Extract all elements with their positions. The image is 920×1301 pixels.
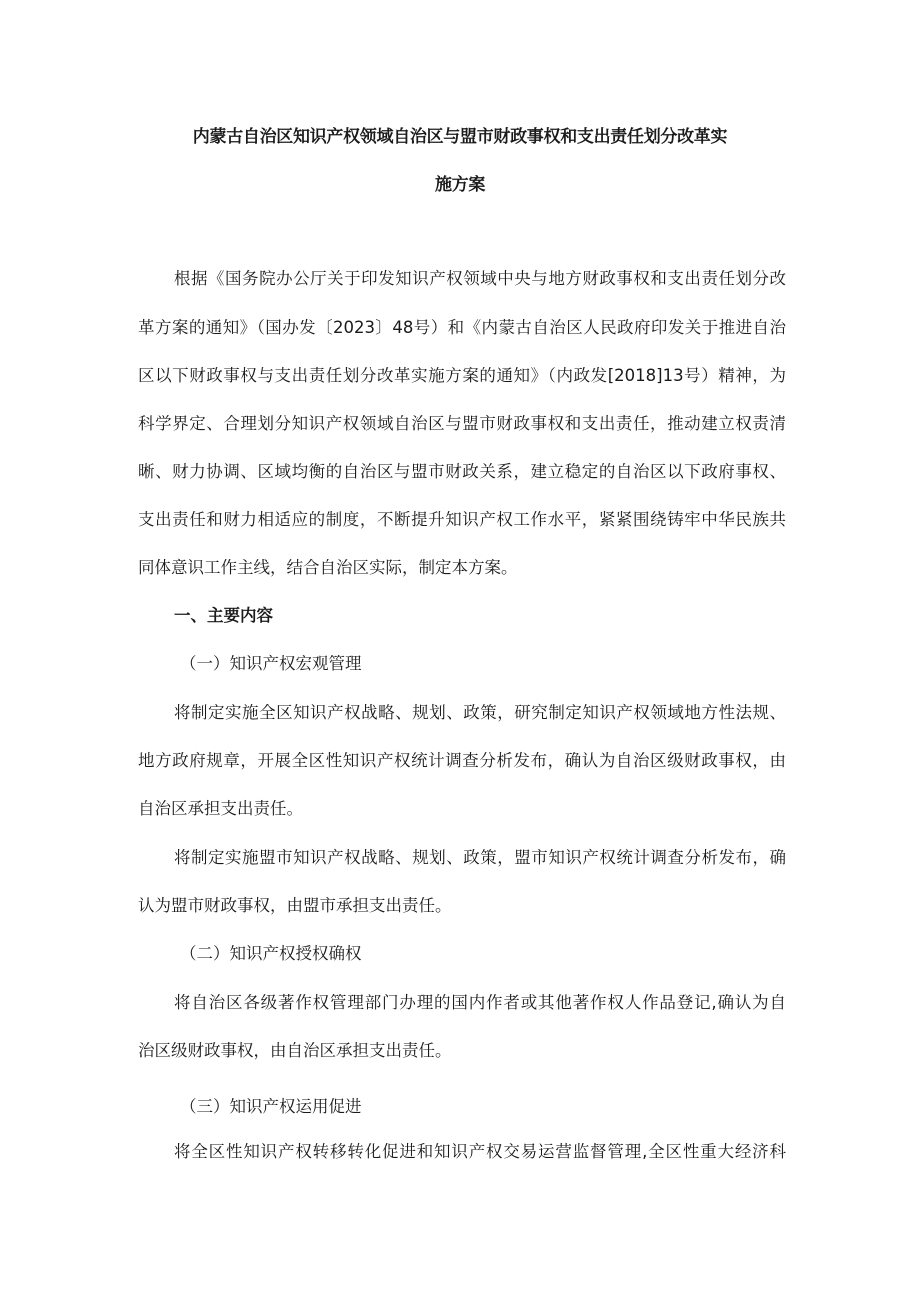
subsection-1-heading: （一）知识产权宏观管理 <box>180 654 362 673</box>
paragraph-line: 地方政府规章，开展全区性知识产权统计调查分析发布，确认为自治区级财政事权，由 <box>138 751 786 770</box>
intro-line: 科学界定、合理划分知识产权领域自治区与盟市财政事权和支出责任，推动建立权责清 <box>138 414 786 433</box>
subsection-3-heading: （三）知识产权运用促进 <box>180 1097 362 1116</box>
document-title-line-2: 施方案 <box>434 175 486 195</box>
intro-line: 晰、财力协调、区域均衡的自治区与盟市财政关系，建立稳定的自治区以下政府事权、 <box>138 462 786 481</box>
intro-line: 根据《国务院办公厅关于印发知识产权领域中央与地方财政事权和支出责任划分改 <box>174 269 786 288</box>
paragraph-line: 治区级财政事权，由自治区承担支出责任。 <box>138 1041 452 1060</box>
intro-line: 革方案的通知》（国办发〔2023〕48号）和《内蒙古自治区人民政府印发关于推进自治 <box>138 318 786 337</box>
paragraph-line: 将自治区各级著作权管理部门办理的国内作者或其他著作权人作品登记,确认为自 <box>174 993 786 1012</box>
subsection-2-heading: （二）知识产权授权确权 <box>180 944 362 963</box>
section-1-heading: 一、主要内容 <box>174 606 273 625</box>
paragraph-line: 将制定实施盟市知识产权战略、规划、政策，盟市知识产权统计调查分析发布，确 <box>174 848 786 867</box>
document-title-line-1: 内蒙古自治区知识产权领域自治区与盟市财政事权和支出责任划分改革实 <box>192 127 728 147</box>
intro-line: 同体意识工作主线，结合自治区实际，制定本方案。 <box>138 558 518 577</box>
intro-line: 区以下财政事权与支出责任划分改革实施方案的通知》（内政发[2018]13号）精神，为 <box>138 366 786 385</box>
paragraph-line: 将制定实施全区知识产权战略、规划、政策，研究制定知识产权领域地方性法规、 <box>174 703 786 722</box>
intro-line: 支出责任和财力相适应的制度，不断提升知识产权工作水平，紧紧围绕铸牢中华民族共 <box>138 510 786 529</box>
paragraph-line: 认为盟市财政事权，由盟市承担支出责任。 <box>138 896 452 915</box>
paragraph-line: 将全区性知识产权转移转化促进和知识产权交易运营监督管理,全区性重大经济科 <box>174 1142 786 1161</box>
paragraph-line: 自治区承担支出责任。 <box>138 799 303 818</box>
